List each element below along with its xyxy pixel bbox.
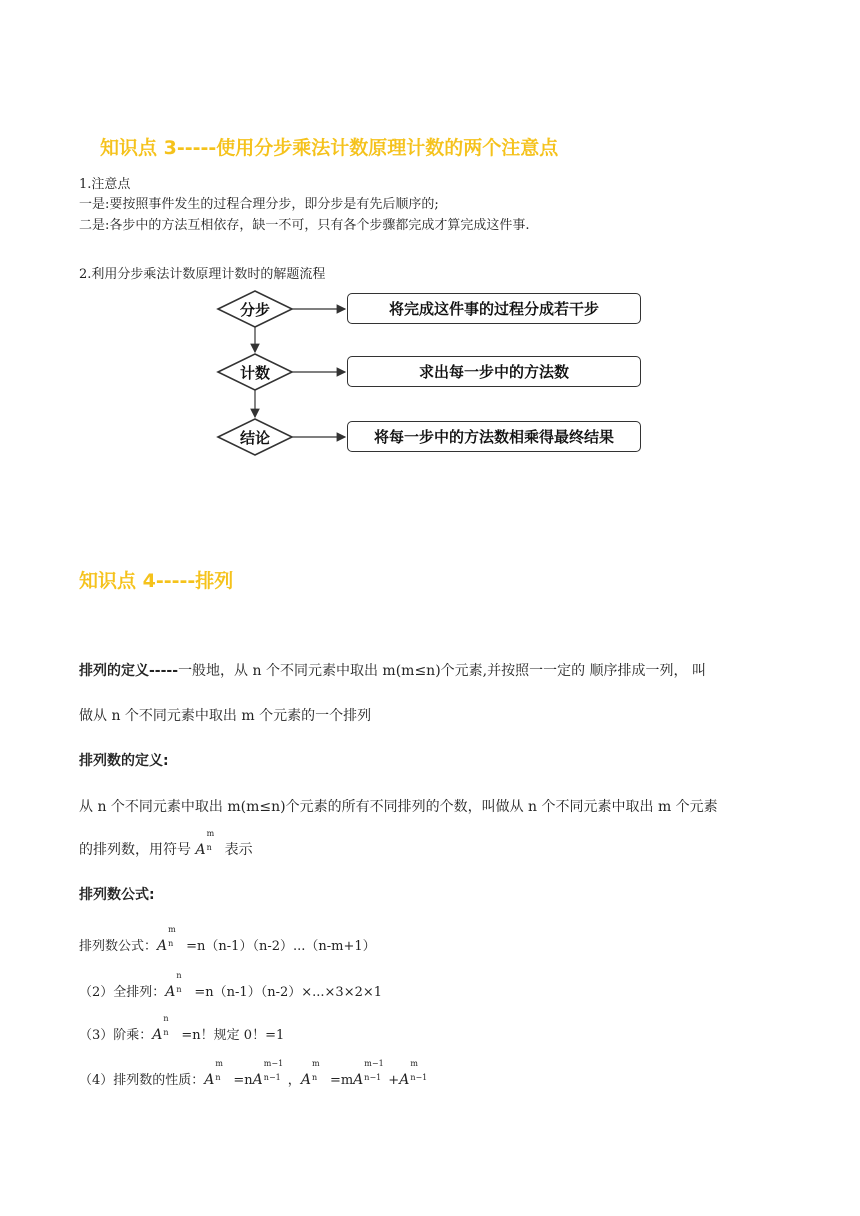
definition-line-1 <box>79 660 706 680</box>
formula-2-label: （2）全排列： <box>79 985 166 1000</box>
formula-1-A: A <box>157 938 168 954</box>
definition-text-2: 做从 n 个不同元素中取出 m 个元素的一个排列 <box>79 708 372 724</box>
f4-sup-2: m−1 <box>263 1059 284 1068</box>
formula-4-A5: A <box>399 1072 410 1088</box>
f2-sub: n <box>176 985 182 994</box>
formula-4-scripts-4 <box>364 1059 388 1084</box>
formula-4-scripts-3 <box>311 1059 330 1084</box>
formula-2-A: A <box>165 984 176 1000</box>
formula-4-A4: A <box>353 1072 364 1088</box>
symbol-A-mn-scripts <box>206 829 225 854</box>
symbol-sub-n: n <box>206 843 212 852</box>
f4-sub-1: n <box>215 1073 221 1082</box>
permutation-number-definition-label: 排列数的定义: <box>79 753 169 769</box>
section3-title: 知识点 3-----使用分步乘法计数原理计数的两个注意点 <box>100 137 559 159</box>
f4-sub-4: n−1 <box>364 1073 382 1082</box>
diamond-label-step: 分步 <box>239 301 270 319</box>
formula-4-A3: A <box>300 1072 311 1088</box>
formula-4-A2: A <box>252 1072 263 1088</box>
formula-4-scripts-1 <box>215 1059 233 1084</box>
formula-3-A: A <box>152 1027 163 1043</box>
formula-label: 排列数公式: <box>79 887 155 903</box>
symbol-text-post: 表示 <box>224 842 253 858</box>
formula-2-scripts <box>176 971 194 996</box>
f4-sup-3: m <box>311 1059 320 1068</box>
permutation-number-definition-text-1: 从 n 个不同元素中取出 m(m≤n)个元素的所有不同排列的个数，叫做从 n 个不同元素中取出 m 个元素 <box>79 799 718 815</box>
f4-sup-1: m <box>215 1059 223 1068</box>
formula-4-scripts-2 <box>263 1059 288 1084</box>
formula-4-plus: + <box>388 1073 400 1088</box>
formula-1-label: 排列数公式： <box>79 939 158 954</box>
formula-2-rhs: =n（n-1）（n-2）×...×3×2×1 <box>194 985 383 1000</box>
f3-sub: n <box>163 1028 169 1037</box>
flow-heading: 2.利用分步乘法计数原理计数时的解题流程 <box>79 267 326 282</box>
note-heading: 1.注意点 <box>79 177 131 192</box>
f2-sup: n <box>176 971 182 980</box>
flow-box-step: 将完成这件事的过程分成若干步 <box>347 293 641 324</box>
formula-1 <box>79 925 376 954</box>
diamond-label-count: 计数 <box>239 364 270 382</box>
f1-sub: n <box>168 939 174 948</box>
diamond-label-conclusion: 结论 <box>239 429 270 447</box>
definition-label: 排列的定义----- <box>79 663 179 679</box>
formula-3-rhs: =n！规定 0！=1 <box>181 1028 285 1043</box>
f4-sub-2: n−1 <box>263 1073 281 1082</box>
symbol-sup-m: m <box>206 829 215 838</box>
flow-box-count: 求出每一步中的方法数 <box>347 356 641 387</box>
formula-2 <box>79 971 383 1000</box>
symbol-A-mn: A <box>195 842 206 858</box>
section4-title: 知识点 4-----排列 <box>79 570 234 592</box>
formula-4-scripts-5 <box>410 1059 434 1084</box>
formula-4 <box>79 1059 434 1088</box>
f4-sup-5: m <box>410 1059 418 1068</box>
permutation-number-definition-text-2 <box>79 829 253 859</box>
symbol-text-pre: 的排列数，用符号 <box>79 842 191 858</box>
formula-4-A1: A <box>204 1072 215 1088</box>
definition-text-1: 一般地，从 n 个不同元素中取出 m(m≤n)个元素,并按照一一定的 顺序排成一列， 叫 <box>178 663 707 679</box>
formula-3 <box>79 1014 285 1043</box>
formula-1-scripts <box>168 925 186 950</box>
formula-4-eq: =n <box>233 1073 253 1088</box>
formula-4-sep: ， <box>287 1073 301 1088</box>
f1-sup: m <box>168 925 176 934</box>
note-line-2: 二是:各步中的方法互相依存，缺一不可，只有各个步骤都完成才算完成这件事. <box>79 218 530 233</box>
f3-sup: n <box>163 1014 169 1023</box>
formula-4-label: （4）排列数的性质： <box>79 1073 205 1088</box>
formula-4-eq2: =m <box>329 1073 354 1088</box>
f4-sub-5: n−1 <box>410 1073 428 1082</box>
flow-box-conclusion: 将每一步中的方法数相乘得最终结果 <box>347 421 641 452</box>
f4-sub-3: n <box>311 1073 318 1082</box>
formula-3-label: （3）阶乘： <box>79 1028 153 1043</box>
formula-1-rhs: =n（n-1）（n-2）...（n-m+1） <box>186 939 376 954</box>
formula-3-scripts <box>163 1014 181 1039</box>
note-line-1: 一是:要按照事件发生的过程合理分步，即分步是有先后顺序的; <box>79 197 439 212</box>
f4-sup-4: m−1 <box>364 1059 384 1068</box>
